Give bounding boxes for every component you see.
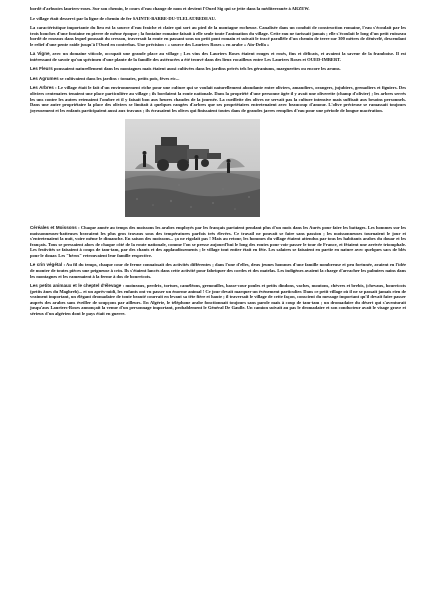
- paragraph-fleurs: [30, 66, 406, 72]
- paragraph-cereales: [30, 225, 406, 258]
- text-arbres: : Le village était le fait d'un environnement riche pour une culture qui se voulait naturellement abondante entre oliviers, amandiers, orangers, jujubiers, grenadiers et figuiers. Des oliviers centenaires tenaient une place particulière au village ; ils bordaient la route nationale. Dans la propriété d'une personne âgée il y avait une oliverette (champ d'olivier) ; les arbres serrés les uns contre les autres retenaient l'ombre et il y faisait bon aux heures chaudes de la journée. La cueillette des olives ne servait pas la culture intensive mais suffisait aux besoins personnels. Dans une autre propriétaire la place des oliviers se limitait à quelques rangées d'arbres que ses propriétaires entretenaient avec beaucoup d'amour. L'olive précieuse se ramassait toujours joyeusement et les enfants participaient aussi aux travaux ; ils écrasaient les olives qui finissaient toutes dans de grandes jarres remplies d'eau pour une période de longue macération.: [30, 85, 407, 113]
- heading-fleurs: Les Fleurs: [30, 66, 53, 72]
- heading-arbres: Les Arbres: [30, 85, 54, 91]
- heading-cereales: Céréales et Moissons: [30, 225, 77, 231]
- heading-crin: Le crin végétal: [30, 262, 63, 268]
- heading-vigne: La Vigne: [30, 51, 50, 57]
- paragraph-source: La caractéristique importante du lieu est la source d'eau fraiche et claire qui sort au pied de la montagne rocheuse. Canalisée dans un conduit de construction romaine, l'eau s'écoulait par les trois bouches d'une fontaine en pierre de même époque ; la fontaine romaine faisait à elle seule toute l'animation du village. Cette eau ne tarissait jamais ; elle s'écoulait le long d'un petit ruisseau bordé de roseaux dans lequel poussait du cresson, traversait la route en passant sous un petit pont romain et suivait le tracé parallèle d'un chemin de terre sur 300 mètres de dénivelé, descendant le relief d'une pente raide jusqu'à l'Oued en contrebas. Une précision : « source des Lauriers Roses » en arabe « Aïn-Delfa »: [30, 25, 406, 47]
- text-agrumes: se cultivaient dans les jardins : tomates, petits pois, fèves etc...: [58, 75, 180, 81]
- paragraph-crin: [30, 262, 406, 279]
- text-fleurs: poussaient naturellement dans les montagnes mais étaient aussi cultivées dans les jardins privés tels les géraniums, marguerites ou encore les arums.: [52, 66, 341, 72]
- heading-animaux: Les petits animaux et le cheptel d'élevage: [30, 283, 122, 289]
- text-cereales: : Chaque année au temps des moissons les arabes employés par les français partaient pendant plus d'un mois dans les Aurès pour faire les battages. Les hommes sur les moissonneuses-batteuses bravaient les plus gros travaux sous des températures parfois très élevées. Ce travail ne pouvait se faire sans passion ; les moissonneuses tournaient le jour et s'entretenaient la nuit, voire même le dimanche. En saison des moissons... ça ne rigolait pas ! Mais au retour, les hommes du village étaient attendus par tous les habitants arabes du douar et les français. Tous se pressaient alors de chaque côté de la route nationale, comme l'on se presse aujourd'hui le long des routes pour voir passer le tour de France, et fêtaient une arrivée triomphale. Les festivités se faisaient à coups de tam-tam, par des chants et des applaudissements ; le village tout entier était en fête. Les salaires se faisaient en partie en nature avec quelques sacs de blés pour le douar. Les "héros" retrouvaient leur famille respective.: [30, 225, 407, 258]
- paragraph-agrumes: [30, 76, 406, 82]
- text-vigne: , avec un domaine viticole, occupait une grande place au village ; Les vins des Lauriers Roses étaient rouges et rosés, fins et délicats, et avaient la saveur de la framboise. Il est intéressant de savoir qu'un spécimen d'une plante de la famille des astéracées a été trouvé dans des lieux rocailleux entre Les Lauriers Roses et OUED-IMBERT.: [30, 51, 406, 62]
- text-animaux: : moineaux, perdrix, tortues, caméléons, grenouilles, basse-cour poules et petits dindons, vaches, moutons, chèvres et brebis, (chevaux, bourricots (petits ânes du Maghreb)... et un après-midi, les enfants ont vu passer un énorme animal ! Ce jour devait marquer un évènement particulier. Dans ce petit village où il ne se passait jamais rien de vraiment important, un élégant dromadaire de toute beauté courrait en levant sa tête fière et hautе ; il traversait le village de cette façon, conscient du message important qu'il devait faire passer auprès des arabes sans éveiller de soupçons par ailleurs. En Algérie, le téléphone arabe fonctionnait toujours sans parole mais à coup de tam-tam ; un dromadaire du désert qui s'aventurait jusqu'aux Lauriers-Roses annonçait la venue d'un personnage important, probablement le Général De Gaulle. Un camion suivait au pas le dromadaire et son conducteur avait le visage grave et sérieux d'un algérien dont le pays était en guerre.: [30, 283, 406, 316]
- harvest-photo-image: [125, 119, 260, 217]
- harvest-photo: [125, 119, 260, 217]
- paragraph-animaux: [30, 283, 406, 316]
- text-crin: : Au fil du temps, chaque cour de ferme connaissait des activités différentes ; dans l'une d'elles, deux jeunes hommes d'une famille nombreuse et peu fortunée, avaient eu l'idée de monter de toutes pièces une peigneuse à crin. Ils s'étaient lancés dans cette activité pour fabriquer des cordes et des matelas. Les indigènes avaient la charge d'arracher les palmiers nains dans les montagnes et les ramenaient à la ferme à dos de bourricots.: [30, 262, 406, 279]
- heading-agrumes: Les Agrumes: [30, 75, 59, 81]
- paragraph-arbres: [30, 85, 406, 113]
- paragraph-river: bordé d'arbustes lauriers-roses. Sur son chemin, le cours d'eau change de nom et devient l'Oued Sig qui se jette dans la méditerranée à ARZEW.: [30, 6, 310, 11]
- paragraph-railway: Le village était desservi par la ligne de chemin de fer SAINTE-BARBE-DU-TLELAT/BEDEAU.: [30, 15, 216, 21]
- paragraph-vigne: [30, 51, 406, 62]
